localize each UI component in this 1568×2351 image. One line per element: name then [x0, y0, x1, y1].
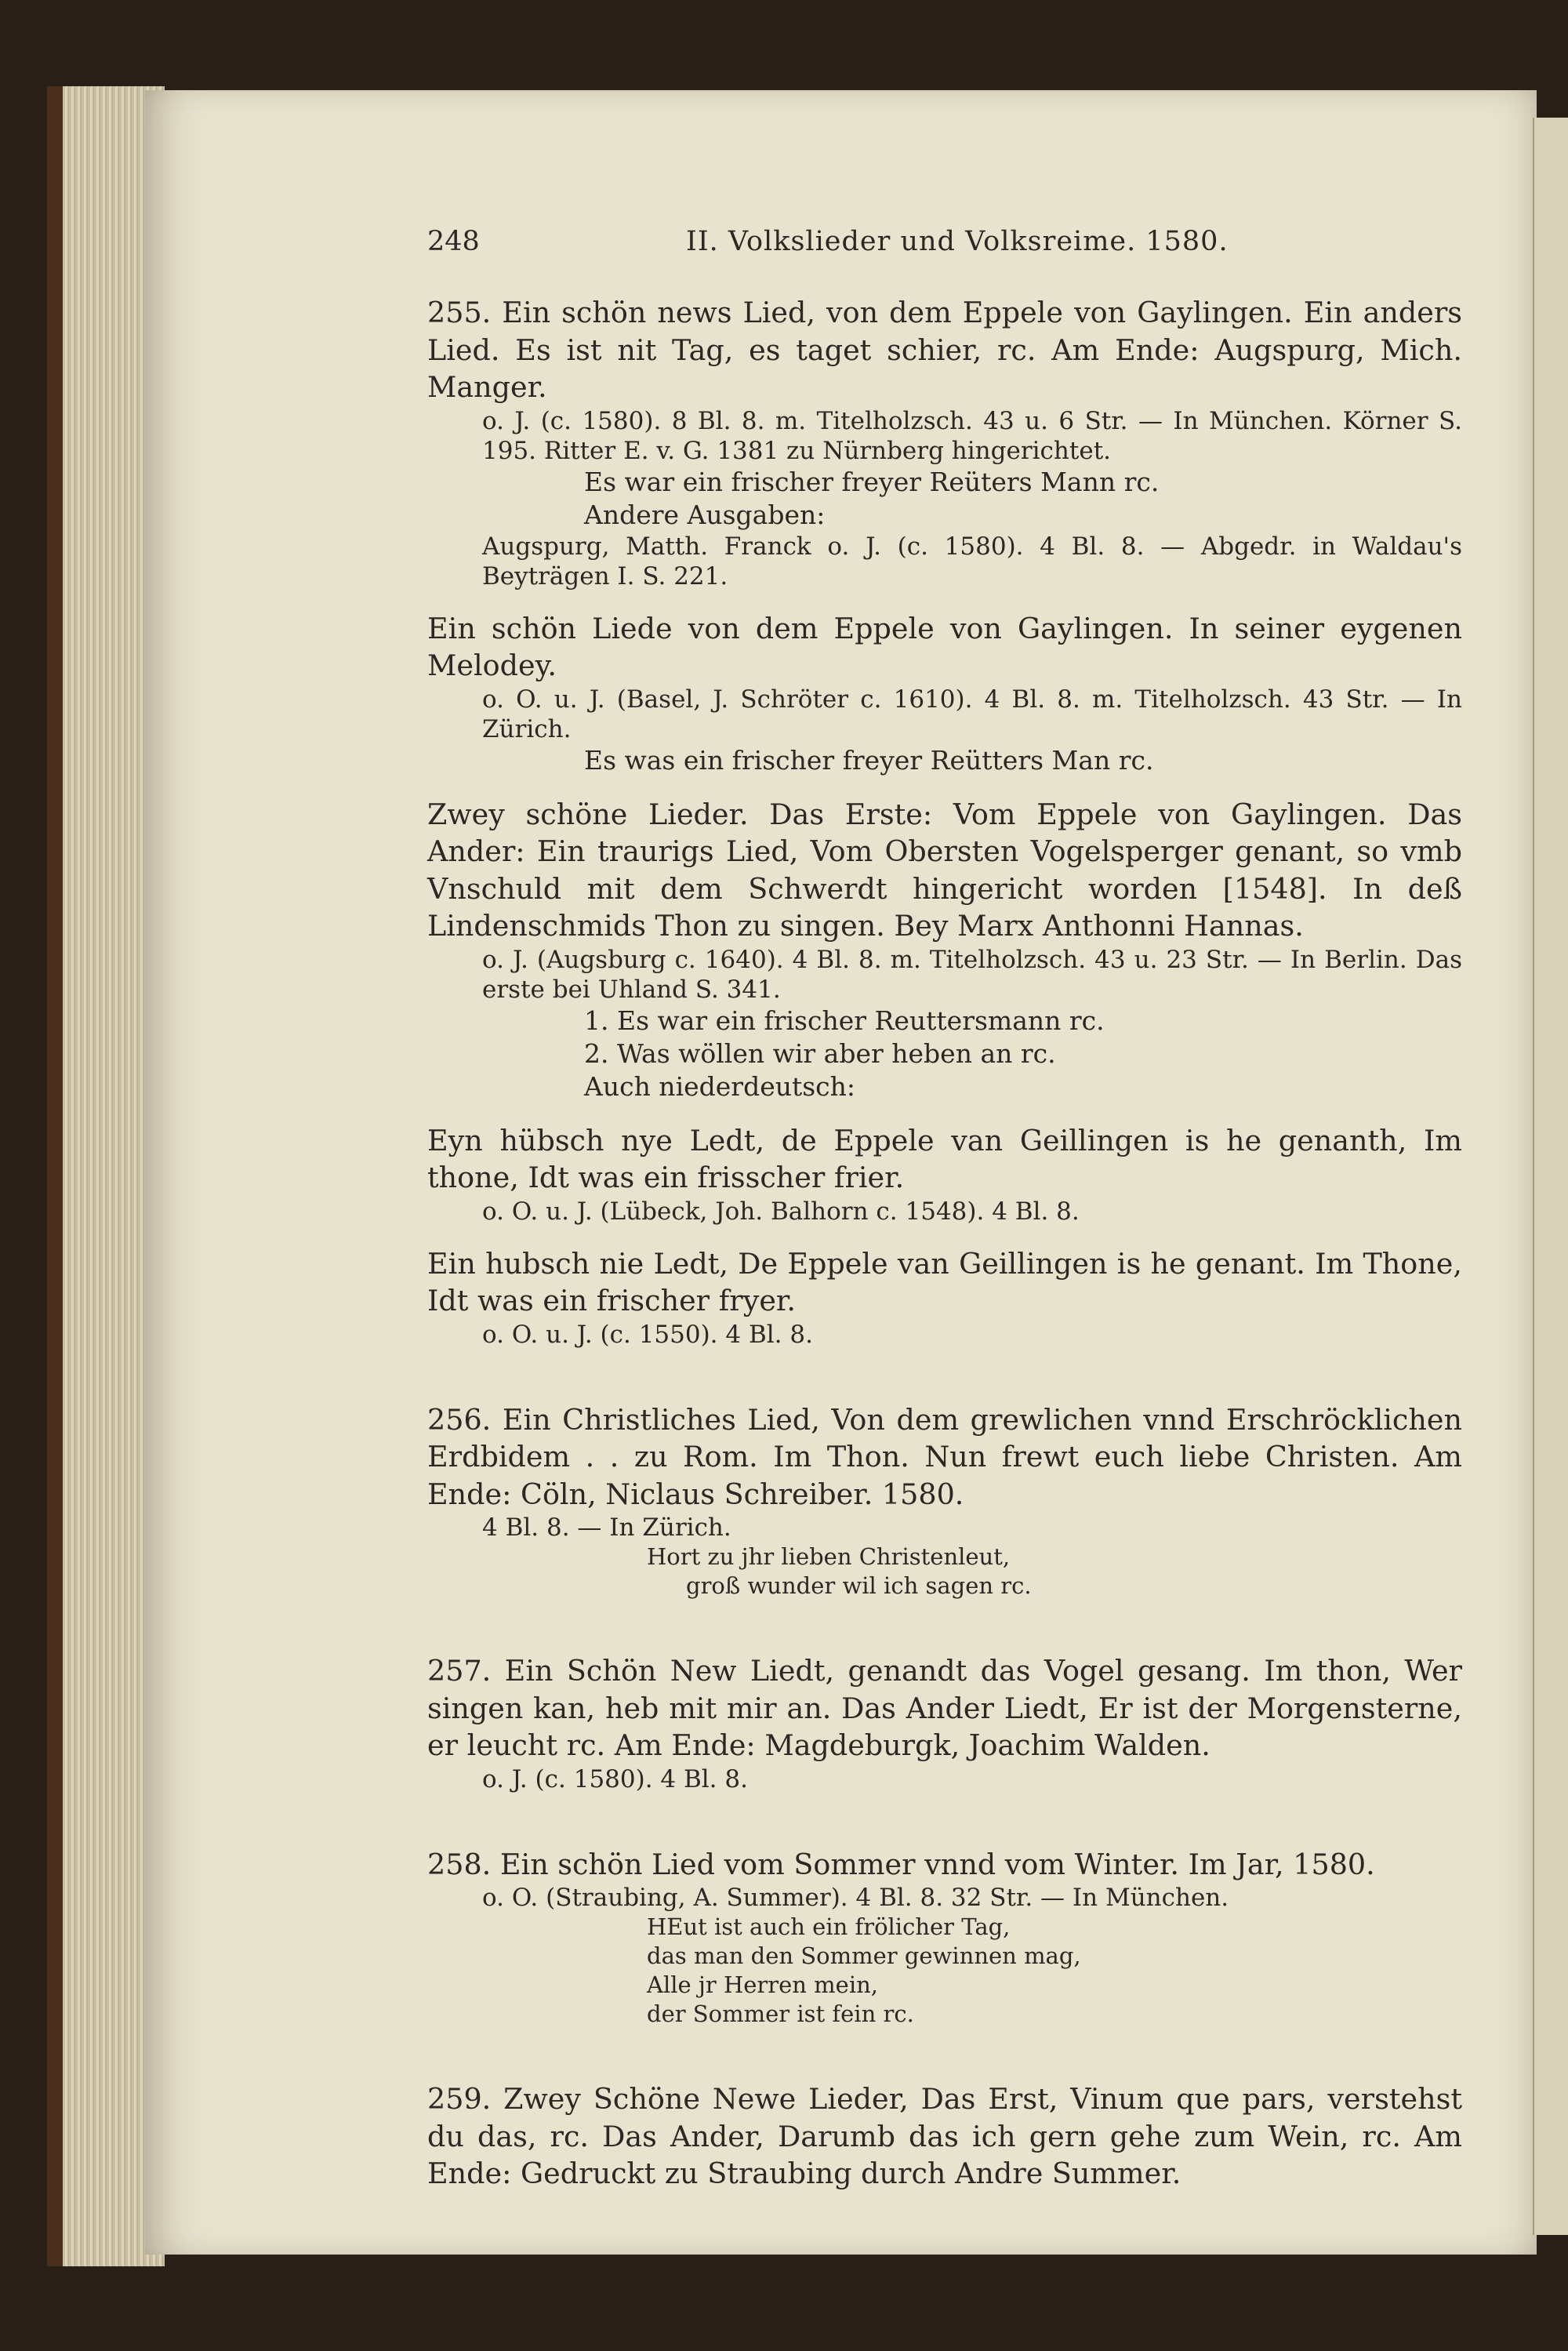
- verse-line: Hort zu jhr lieben Christenleut,: [647, 1543, 1011, 1570]
- verse-line: groß wunder wil ich sagen rc.: [686, 1572, 1032, 1599]
- running-title: II. Volkslieder und Volksreime. 1580.: [686, 226, 1229, 257]
- facing-page-edge: [1533, 118, 1568, 2235]
- entry-subheading: Auch niederdeutsch:: [584, 1070, 856, 1102]
- entry-incipit: 1. Es war ein frischer Reuttersmann rc.: [584, 1005, 1105, 1036]
- entry-incipit: Es war ein frischer freyer Reüters Mann rc.: [584, 466, 1160, 497]
- entry-note: o. J. (Augsburg c. 1640). 4 Bl. 8. m. Titelholzsch. 43 u. 23 Str. — In Berlin. Das erste bei Uhland S. 341.: [482, 945, 1462, 1004]
- entry-main: 255. Ein schön news Lied, von dem Eppele von Gaylingen. Ein anders Lied. Es ist nit Tag, es taget schier, rc. Am Ende: Augspurg, Mich. Manger.: [427, 296, 1462, 404]
- entry-variant: [427, 796, 1462, 1103]
- entry-note: o. O. u. J. (Basel, J. Schröter c. 1610). 4 Bl. 8. m. Titelholzsch. 43 Str. — In Zürich.: [482, 685, 1462, 743]
- entry-note: o. O. u. J. (Lübeck, Joh. Balhorn c. 1548). 4 Bl. 8.: [482, 1197, 1080, 1226]
- entry-main: Ein hubsch nie Ledt, De Eppele van Geillingen is he genant. Im Thone, Idt was ein frischer fryer.: [427, 1246, 1462, 1317]
- entry-note: o. J. (c. 1580). 4 Bl. 8.: [482, 1764, 748, 1793]
- entry-255: [427, 294, 1462, 591]
- entry-main: 257. Ein Schön New Liedt, genandt das Vogel gesang. Im thon, Wer singen kan, heb mit mir an. Das Ander Liedt, Er ist der Morgensterne, er leucht rc. Am Ende: Magdeburgk, Joachim Walden.: [427, 1654, 1462, 1762]
- verse-line: das man den Sommer gewinnen mag,: [647, 1942, 1081, 1969]
- running-head: [427, 223, 1462, 271]
- entry-note: o. O. u. J. (c. 1550). 4 Bl. 8.: [482, 1320, 813, 1349]
- entry-note: o. J. (c. 1580). 8 Bl. 8. m. Titelholzsch. 43 u. 6 Str. — In München. Körner S. 195. Ritter E. v. G. 1381 zu Nürnberg hingerichtet.: [482, 406, 1462, 465]
- entry-variant: [427, 1245, 1462, 1350]
- entry-256: [427, 1401, 1462, 1601]
- entry-incipit: Es was ein frischer freyer Reütters Man rc.: [584, 744, 1154, 776]
- entry-main: Eyn hübsch nye Ledt, de Eppele van Geillingen is he genanth, Im thone, Idt was ein frisscher frier.: [427, 1123, 1462, 1194]
- entry-259: [427, 2080, 1462, 2193]
- entry-note: o. O. (Straubing, A. Summer). 4 Bl. 8. 32 Str. — In München.: [482, 1884, 1229, 1912]
- entry-257: [427, 1652, 1462, 1794]
- entry-variant: [427, 1122, 1462, 1226]
- page-content: [427, 223, 1462, 2211]
- entry-main: 259. Zwey Schöne Newe Lieder, Das Erst, Vinum que pars, verstehst du das, rc. Das Ander, Darumb das ich gern gehe zum Wein, rc. Am Ende: Gedruckt zu Straubing durch Andre Summer.: [427, 2082, 1462, 2190]
- entry-main: 258. Ein schön Lied vom Sommer vnnd vom Winter. Im Jar, 1580.: [427, 1847, 1375, 1881]
- entry-258: [427, 1846, 1462, 2029]
- verse-line: der Sommer ist fein rc.: [647, 2000, 914, 2027]
- entry-main: 256. Ein Christliches Lied, Von dem grewlichen vnnd Erschröcklichen Erdbidem . . zu Rom. Im Thon. Nun frewt euch liebe Christen. Am Ende: Cöln, Niclaus Schreiber. 1580.: [427, 1402, 1462, 1511]
- entry-subheading: Andere Ausgaben:: [584, 499, 826, 530]
- entry-note: 4 Bl. 8. — In Zürich.: [482, 1513, 731, 1542]
- entry-main: Ein schön Liede von dem Eppele von Gaylingen. In seiner eygenen Melodey.: [427, 611, 1462, 682]
- entry-note: Augspurg, Matth. Franck o. J. (c. 1580). 4 Bl. 8. — Abgedr. in Waldau's Beyträgen I. S. 221.: [482, 532, 1462, 590]
- entry-incipit: 2. Was wöllen wir aber heben an rc.: [584, 1037, 1056, 1069]
- entry-variant: [427, 610, 1462, 777]
- entry-main: Zwey schöne Lieder. Das Erste: Vom Eppele von Gaylingen. Das Ander: Ein traurigs Lied, Vom Obersten Vogelsperger genant, so vmb Vnschuld mit dem Schwerdt hingericht worden [1548]. In deß Lindenschmids Thon zu singen. Bey Marx Anthonni Hannas.: [427, 797, 1462, 943]
- verse-line: HEut ist auch ein frölicher Tag,: [647, 1913, 1011, 1940]
- verse-line: Alle jr Herren mein,: [647, 1971, 879, 1998]
- page-number: 248: [427, 226, 480, 257]
